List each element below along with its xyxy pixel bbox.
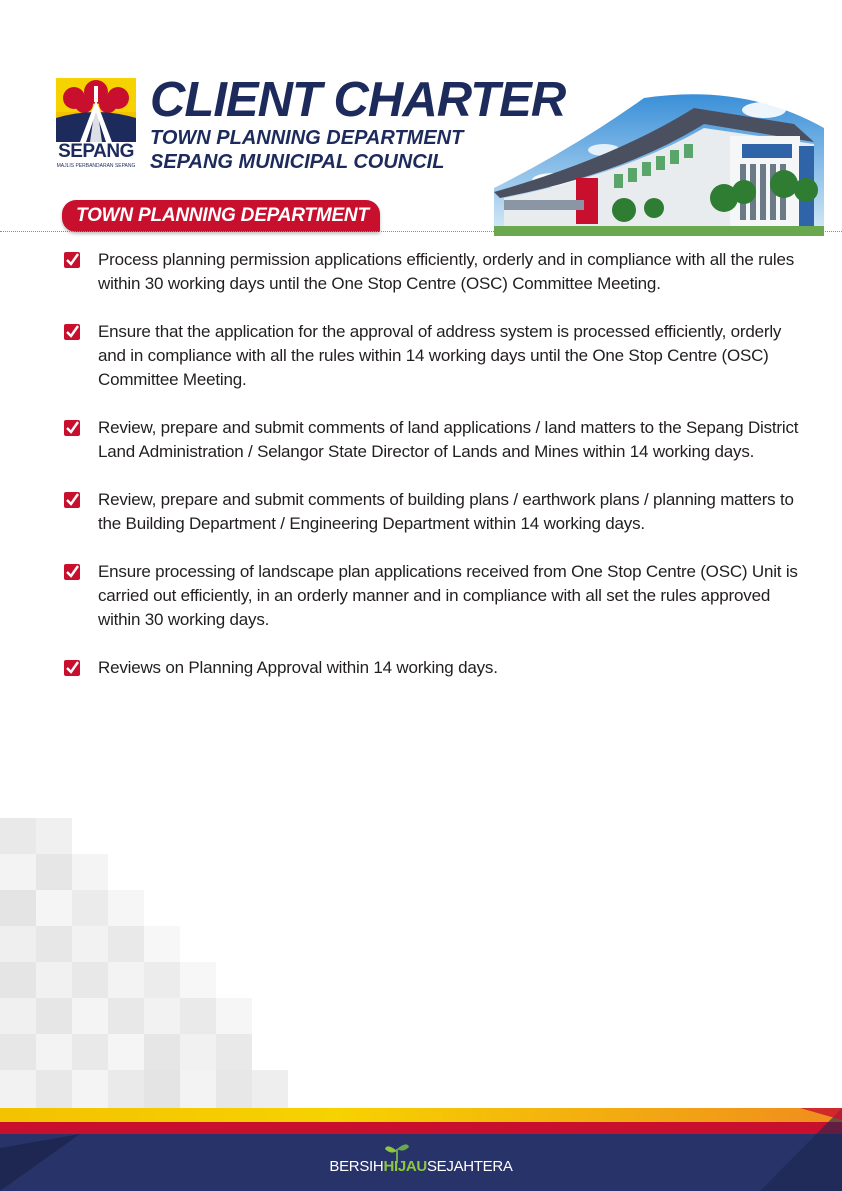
list-item xyxy=(62,560,802,632)
checkbox-icon xyxy=(64,420,80,436)
list-item-text: Reviews on Planning Approval within 14 working days. xyxy=(98,658,498,677)
list-item-text: Review, prepare and submit comments of land applications / land matters to the Sepang District Land Administration / Selangor State Director of Lands and Mines within 14 working days. xyxy=(98,418,799,461)
page-title: CLIENT CHARTER xyxy=(150,73,566,127)
slogan-sejahtera: SEJAHTERA xyxy=(426,1158,513,1175)
list-item xyxy=(62,248,802,296)
footer-slogan xyxy=(0,1158,842,1175)
slogan-hijau: HIJAU xyxy=(383,1158,427,1175)
list-item-text: Process planning permission applications efficiently, orderly and in compliance with all the rules within 30 working days until the One Stop Centre (OSC) Committee Meeting. xyxy=(98,250,795,293)
logo-wordmark: SEPANG xyxy=(58,141,134,162)
logo-emblem-icon xyxy=(56,78,136,142)
list-item-text: Review, prepare and submit comments of building plans / earthwork plans / planning matters to the Building Department / Engineering Department within 14 working days. xyxy=(98,490,794,533)
list-item-text: Ensure that the application for the approval of address system is processed efficiently, orderly and in compliance with all the rules within 14 working days until the One Stop Centre (OSC) Committee Meeting. xyxy=(98,322,782,389)
checkbox-icon xyxy=(64,324,80,340)
logo-subtext: MAJLIS PERBANDARAN SEPANG xyxy=(56,163,136,169)
checkbox-icon xyxy=(64,252,80,268)
list-item xyxy=(62,656,802,680)
list-item xyxy=(62,416,802,464)
list-item xyxy=(62,320,802,392)
decorative-mosaic xyxy=(0,818,290,1110)
council-subtitle: SEPANG MUNICIPAL COUNCIL xyxy=(150,151,445,173)
list-item-text: Ensure processing of landscape plan applications received from One Stop Centre (OSC) Unit is carried out efficiently, in an orderly manner and in compliance with all set the rules approved within 30 working days. xyxy=(98,562,798,629)
section-tab xyxy=(62,200,380,232)
slogan-bersih: BERSIH xyxy=(329,1158,384,1175)
checkbox-icon xyxy=(64,492,80,508)
dotted-divider xyxy=(0,231,842,232)
footer-decoration xyxy=(0,1108,842,1191)
section-tab-label: TOWN PLANNING DEPARTMENT xyxy=(76,205,369,226)
checkbox-icon xyxy=(64,660,80,676)
building-illustration xyxy=(494,88,824,236)
checkbox-icon xyxy=(64,564,80,580)
department-subtitle: TOWN PLANNING DEPARTMENT xyxy=(150,127,464,149)
list-item xyxy=(62,488,802,536)
sepang-logo xyxy=(56,78,136,170)
charter-list xyxy=(62,248,802,704)
